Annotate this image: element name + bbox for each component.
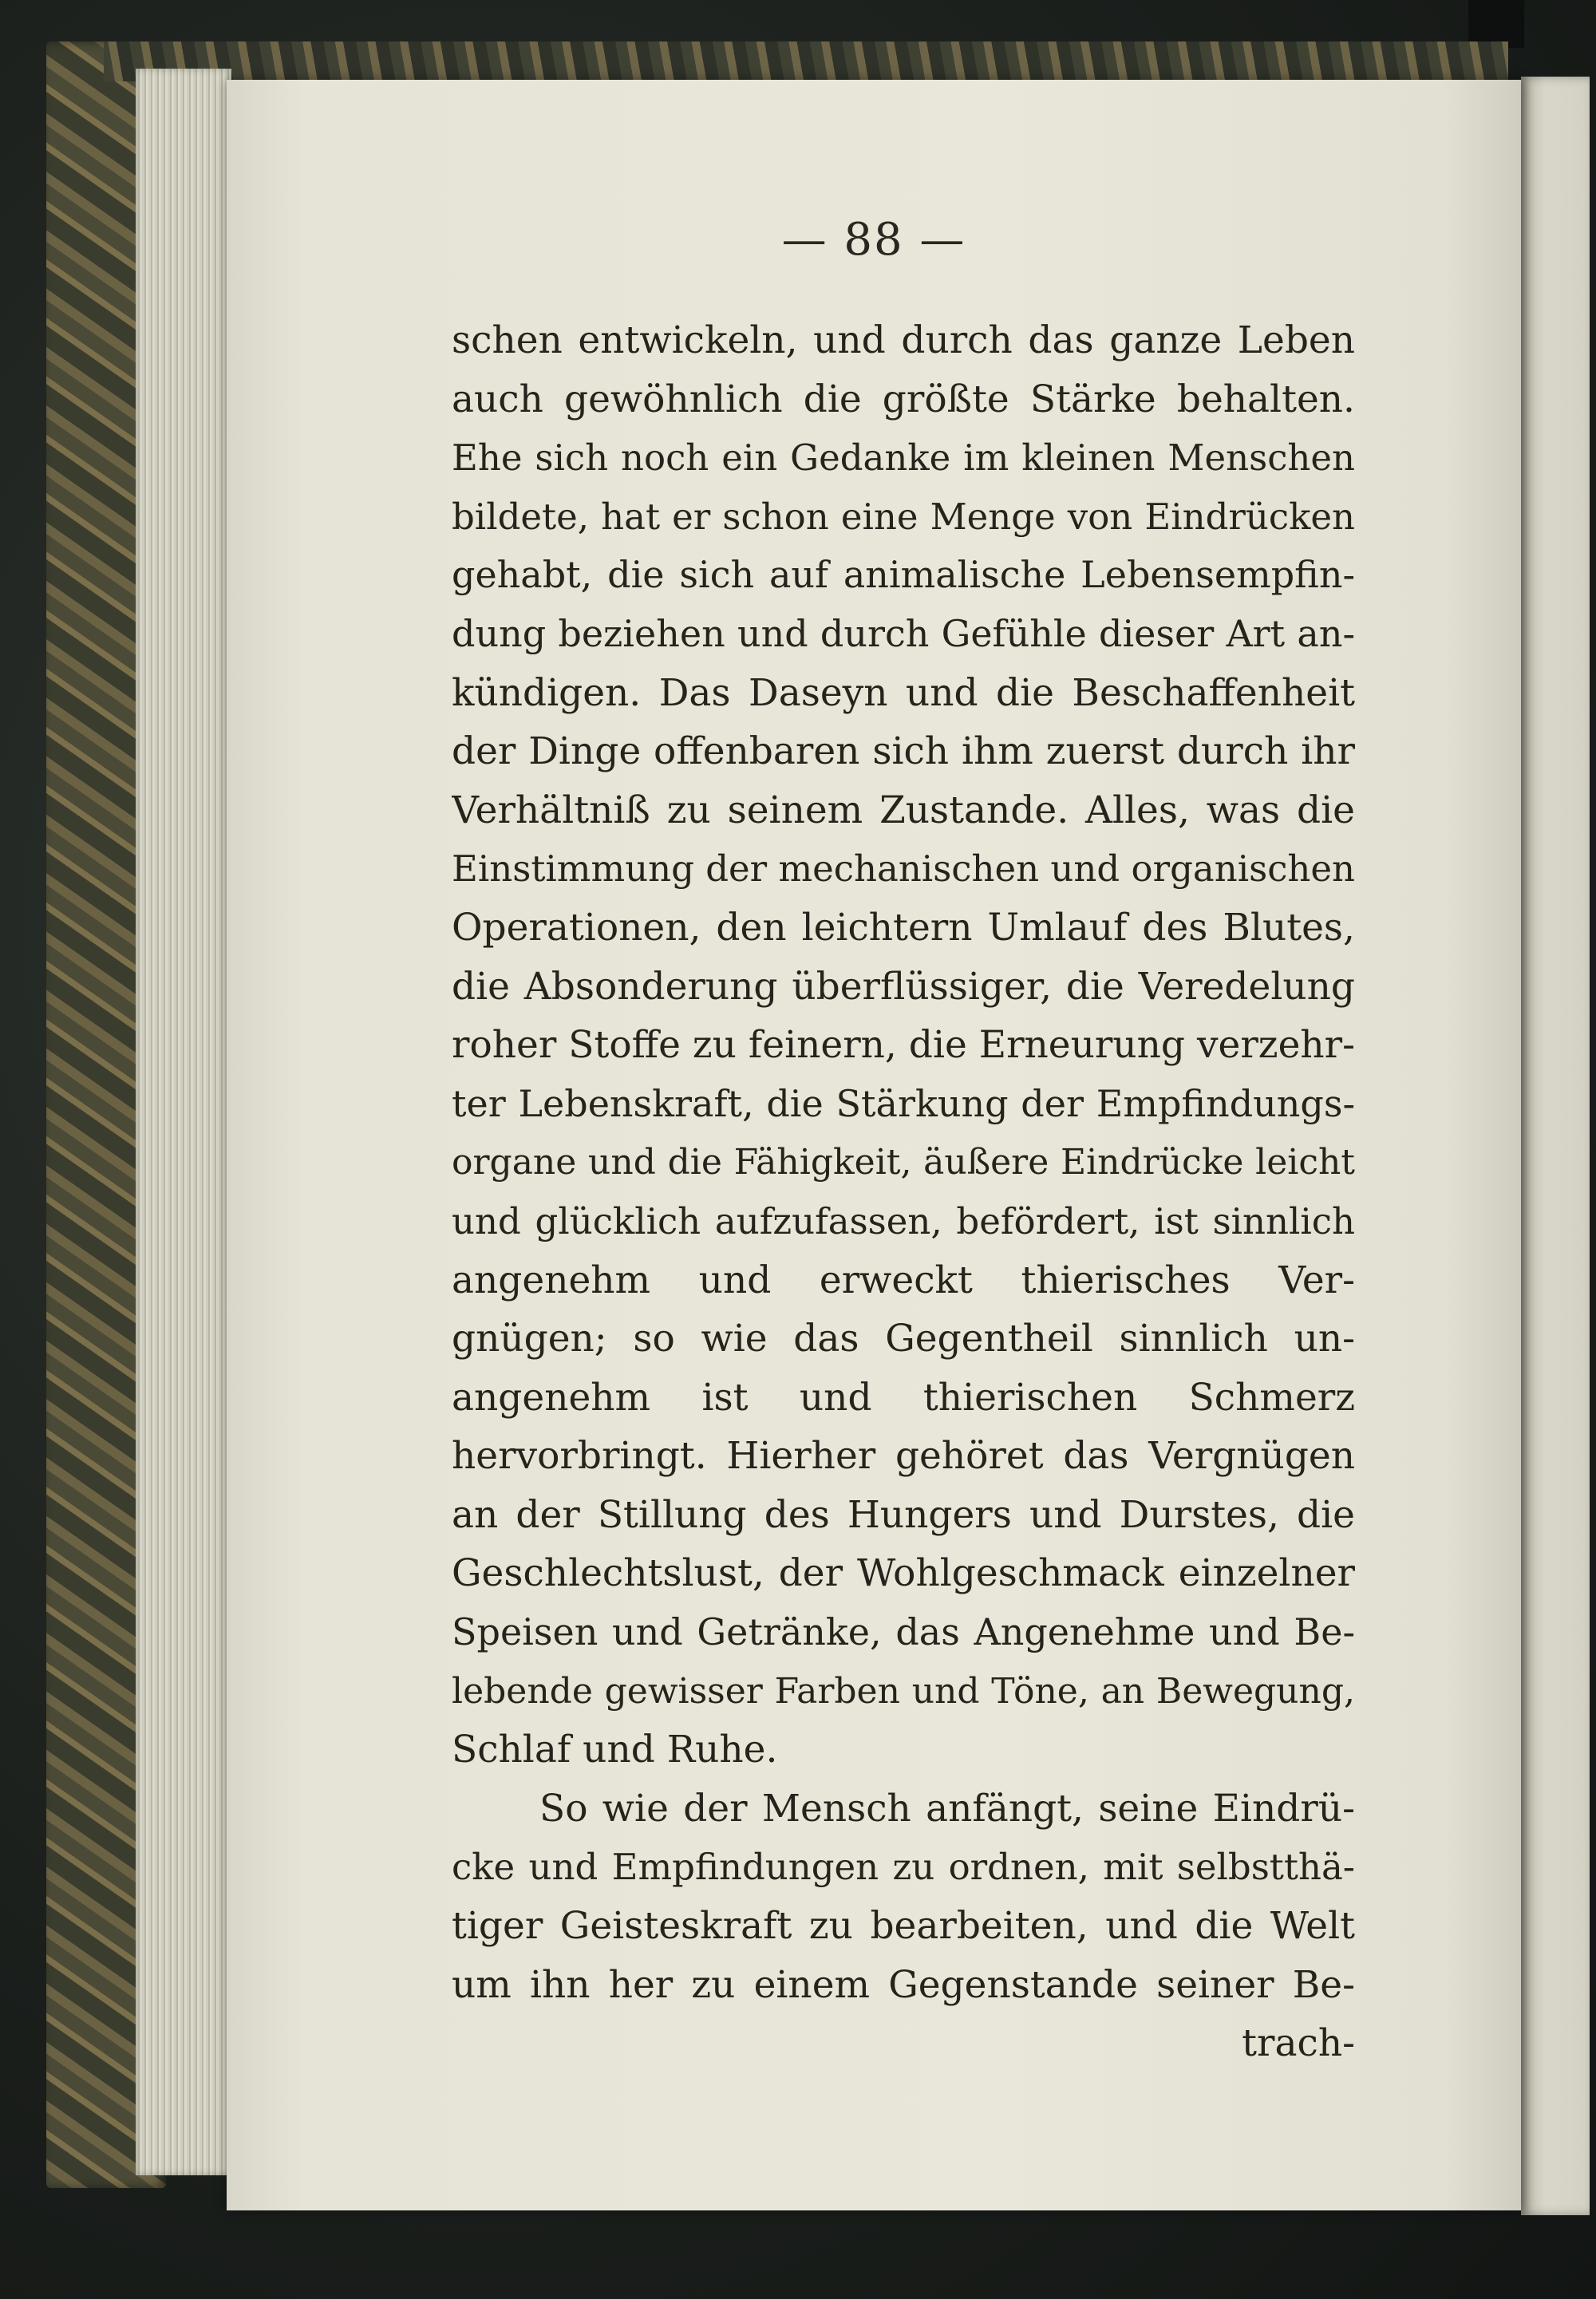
text-line: bildete, hat er schon eine Menge von Eindrücken <box>452 495 1355 538</box>
text-line: organe und die Fähigkeit, äußere Eindrücke leicht <box>452 1142 1355 1183</box>
text-line: an der Stillung des Hungers und Durstes, die <box>452 1492 1355 1537</box>
text-line: Geschlechtslust, der Wohlgeschmack einzelner <box>452 1551 1355 1596</box>
facing-page <box>1521 77 1590 2215</box>
text-line: angenehm ist und thierischen Schmerz <box>452 1375 1355 1420</box>
text-line: gnügen; so wie das Gegentheil sinnlich un- <box>452 1317 1355 1361</box>
page-edges <box>136 69 231 2175</box>
text-line: schen entwickeln, und durch das ganze Leben <box>452 318 1355 362</box>
marbled-cover-top <box>104 41 1508 81</box>
text-line: Einstimmung der mechanischen und organischen <box>452 847 1355 891</box>
text-line: und glücklich aufzufassen, befördert, ist sinnlich <box>452 1199 1355 1242</box>
text-line: roher Stoffe zu feinern, die Erneurung verzehr- <box>452 1023 1355 1068</box>
text-line: angenehm und erweckt thierisches Ver- <box>452 1258 1355 1302</box>
text-line: hervorbringt. Hierher gehöret das Vergnügen <box>452 1434 1355 1479</box>
text-line: cke und Empfindungen zu ordnen, mit selbstthä- <box>452 1846 1355 1889</box>
body-text <box>452 311 1355 2073</box>
text-line: kündigen. Das Daseyn und die Beschaffenheit <box>452 670 1355 715</box>
text-line: Speisen und Getränke, das Angenehme und Be- <box>452 1610 1355 1654</box>
text-line: Ehe sich noch ein Gedanke im kleinen Menschen <box>452 436 1355 480</box>
text-line: der Dinge offenbaren sich ihm zuerst durch ihr <box>452 729 1355 774</box>
text-line: Operationen, den leichtern Umlauf des Blutes, <box>452 905 1355 950</box>
text-line: die Absonderung überflüssiger, die Veredelung <box>452 964 1355 1009</box>
text-line: So wie der Mensch anfängt, seine Eindrü- <box>539 1786 1355 1831</box>
text-line: lebende gewisser Farben und Töne, an Bewegung, <box>452 1670 1355 1712</box>
text-line: ter Lebenskraft, die Stärkung der Empfindungs- <box>452 1081 1355 1125</box>
text-line: auch gewöhnlich die größte Stärke behalten. <box>452 377 1355 421</box>
text-line: gehabt, die sich auf animalische Lebensempfin- <box>452 553 1355 597</box>
text-line: tiger Geisteskraft zu bearbeiten, und die Welt <box>452 1904 1355 1949</box>
text-line: um ihn her zu einem Gegenstande seiner Be- <box>452 1962 1355 2007</box>
page-number: — 88 — <box>781 214 966 266</box>
text-line: dung beziehen und durch Gefühle dieser Art an- <box>452 611 1355 655</box>
background-shadow <box>1468 0 1524 48</box>
text-line: Schlaf und Ruhe. <box>452 1728 778 1772</box>
catchword: trach- <box>1242 2021 1355 2066</box>
text-line: Verhältniß zu seinem Zustande. Alles, was die <box>452 788 1355 832</box>
